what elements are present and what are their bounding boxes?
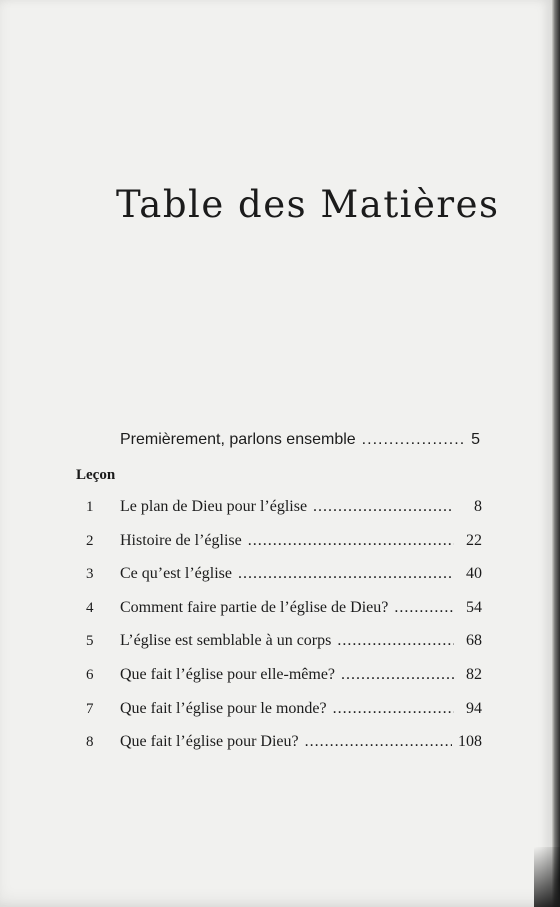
lesson-page: 94 — [466, 699, 482, 717]
lesson-number: 5 — [86, 633, 94, 650]
lesson-page: 8 — [474, 498, 482, 515]
lesson-number: 2 — [86, 532, 94, 549]
dot-leader — [394, 599, 454, 617]
lesson-page: 82 — [466, 665, 482, 683]
dot-leader — [313, 498, 454, 516]
toc-intro-entry — [120, 431, 480, 449]
page-edge-shadow — [552, 0, 560, 907]
lesson-page: 68 — [466, 632, 482, 650]
lesson-number: 3 — [86, 566, 94, 583]
lesson-title: Comment faire partie de l’église de Dieu? — [120, 598, 389, 616]
lesson-page: 22 — [466, 531, 482, 549]
dot-leader — [248, 532, 454, 550]
dot-leader — [305, 733, 452, 751]
toc-intro-page: 5 — [471, 431, 480, 448]
page-title: Table des Matières — [116, 183, 500, 226]
lesson-number: 8 — [86, 734, 94, 751]
lesson-title: Ce qu’est l’église — [120, 565, 232, 583]
dot-leader — [333, 700, 454, 718]
lesson-title: Que fait l’église pour elle-même? — [120, 665, 336, 683]
toc-row — [86, 565, 482, 599]
lesson-page: 108 — [458, 733, 482, 751]
lesson-title: Le plan de Dieu pour l’église — [120, 498, 308, 515]
toc-row — [86, 666, 482, 700]
toc-row — [86, 599, 482, 633]
toc-row — [86, 498, 482, 532]
lesson-title: Histoire de l’église — [120, 531, 242, 549]
toc-row — [86, 733, 482, 767]
toc-intro-label: Premièrement, parlons ensemble — [120, 431, 356, 448]
lesson-page: 54 — [466, 598, 482, 616]
toc-row — [86, 632, 482, 666]
dot-leader — [238, 565, 454, 583]
lessons-list — [86, 498, 482, 767]
lesson-number: 4 — [86, 599, 94, 616]
dot-leader — [362, 431, 465, 449]
lesson-page: 40 — [466, 565, 482, 583]
toc-row — [86, 532, 482, 566]
lesson-number: 1 — [86, 499, 94, 515]
lesson-title: L’église est semblable à un corps — [120, 632, 332, 650]
toc-row — [86, 700, 482, 734]
lesson-number: 6 — [86, 666, 94, 683]
lessons-heading: Leçon — [76, 467, 116, 483]
page-corner-shadow — [534, 847, 560, 907]
lesson-number: 7 — [86, 700, 94, 717]
lesson-title: Que fait l’église pour Dieu? — [120, 733, 299, 751]
dot-leader — [341, 666, 454, 684]
dot-leader — [337, 632, 454, 650]
lesson-title: Que fait l’église pour le monde? — [120, 699, 327, 717]
